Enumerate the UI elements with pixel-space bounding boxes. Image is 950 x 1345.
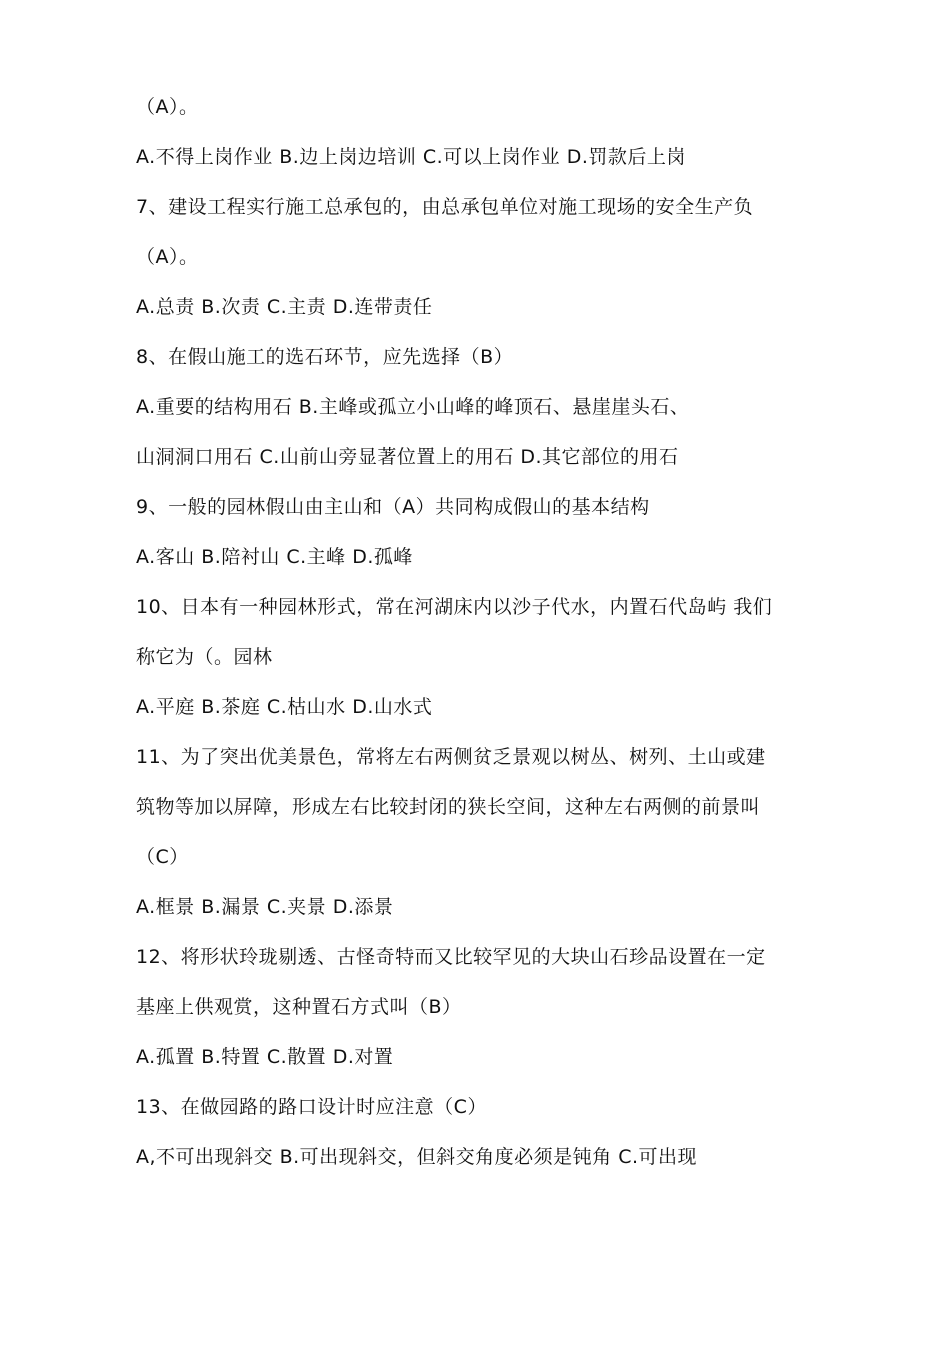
question-13: 13、在做园路的路口设计时应注意（C）	[136, 1096, 487, 1118]
options-line: A.平庭 B.茶庭 C.枯山水 D.山水式	[136, 696, 433, 718]
question-11: 11、为了突出优美景色，常将左右两侧贫乏景观以树丛、树列、土山或建	[136, 746, 766, 768]
question-12: 12、将形状玲珑剔透、古怪奇特而又比较罕见的大块山石珍品设置在一定	[136, 946, 766, 968]
options-line: A.重要的结构用石 B.主峰或孤立小山峰的峰顶石、悬崖崖头石、	[136, 396, 690, 418]
options-line: A,不可出现斜交 B.可出现斜交，但斜交角度必须是钝角 C.可出现	[136, 1146, 697, 1168]
answer-line: （A）。	[136, 246, 199, 268]
answer-line: （C）	[136, 846, 189, 868]
question-7: 7、建设工程实行施工总承包的，由总承包单位对施工现场的安全生产负	[136, 196, 754, 218]
answer-line: （A）。	[136, 96, 199, 118]
options-line: A.总责 B.次责 C.主责 D.连带责任	[136, 296, 433, 318]
question-9: 9、一般的园林假山由主山和（A）共同构成假山的基本结构	[136, 496, 650, 518]
question-text: 筑物等加以屏障，形成左右比较封闭的狭长空间，这种左右两侧的前景叫	[136, 796, 761, 818]
options-line: 山洞洞口用石 C.山前山旁显著位置上的用石 D.其它部位的用石	[136, 446, 679, 468]
question-text: 基座上供观赏，这种置石方式叫（B）	[136, 996, 462, 1018]
options-line: A.不得上岗作业 B.边上岗边培训 C.可以上岗作业 D.罚款后上岗	[136, 146, 686, 168]
options-line: A.框景 B.漏景 C.夹景 D.添景	[136, 896, 394, 918]
options-line: A.孤置 B.特置 C.散置 D.对置	[136, 1046, 394, 1068]
question-10: 10、日本有一种园林形式，常在河湖床内以沙子代水，内置石代岛屿 我们	[136, 596, 773, 618]
options-line: A.客山 B.陪衬山 C.主峰 D.孤峰	[136, 546, 413, 568]
question-8: 8、在假山施工的选石环节，应先选择（B）	[136, 346, 514, 368]
question-text: 称它为（。园林	[136, 646, 273, 668]
